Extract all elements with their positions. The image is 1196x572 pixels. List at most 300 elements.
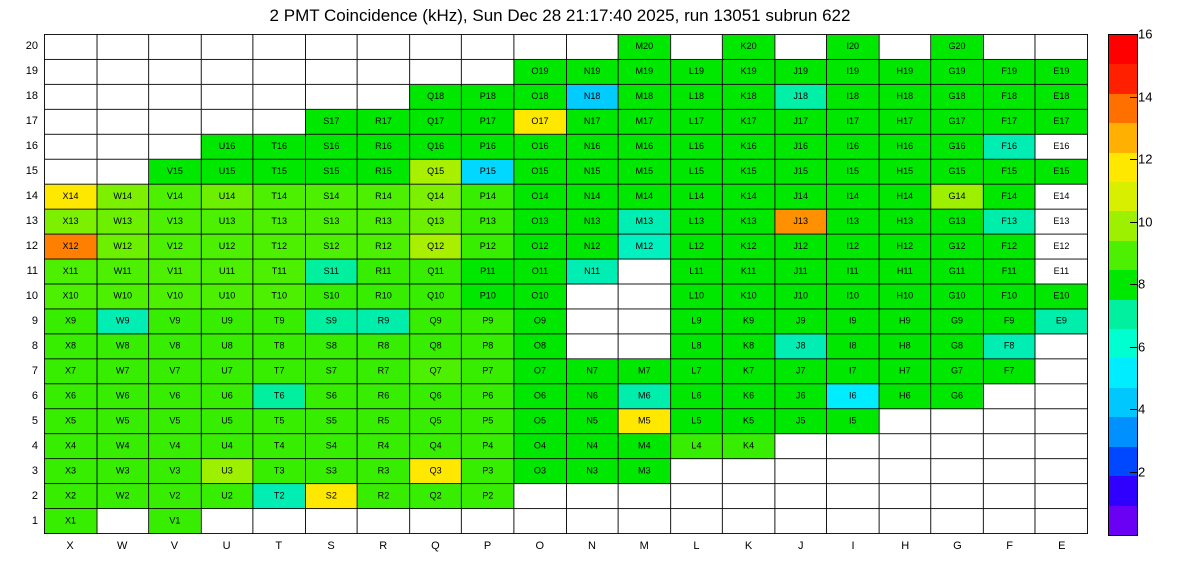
heatmap-cell: P13 [462, 209, 514, 234]
heatmap-cell [97, 509, 149, 534]
heatmap-cell [775, 434, 827, 459]
heatmap-cell [462, 34, 514, 59]
y-tick-label: 4 [31, 440, 38, 452]
heatmap-cell: J19 [775, 59, 827, 84]
heatmap-cell: H16 [879, 134, 931, 159]
heatmap-cell: O9 [514, 309, 566, 334]
heatmap-cell [357, 34, 409, 59]
heatmap-cell: T5 [253, 409, 305, 434]
heatmap-cell: L4 [670, 434, 722, 459]
heatmap-cell: W13 [97, 209, 149, 234]
heatmap-cell: F15 [983, 159, 1035, 184]
heatmap-cell: I14 [827, 184, 879, 209]
heatmap-cell: H18 [879, 84, 931, 109]
heatmap-cell: O8 [514, 334, 566, 359]
heatmap-cell: U15 [201, 159, 253, 184]
heatmap-cell [97, 59, 149, 84]
heatmap-cell: P10 [462, 284, 514, 309]
heatmap-row [44, 309, 1087, 334]
heatmap-cell: U10 [201, 284, 253, 309]
heatmap-cell: J8 [775, 334, 827, 359]
heatmap-cell: Q18 [410, 84, 462, 109]
heatmap-cell: K14 [723, 184, 775, 209]
heatmap-cell: S8 [305, 334, 357, 359]
heatmap-cell: H12 [879, 234, 931, 259]
y-tick-label: 14 [25, 190, 38, 202]
heatmap-cell [149, 59, 201, 84]
x-tick-label: T [275, 540, 283, 552]
x-tick-label: Q [431, 540, 440, 552]
heatmap-row [44, 484, 1087, 509]
heatmap-cell: X12 [44, 234, 96, 259]
heatmap-cell: T10 [253, 284, 305, 309]
colorbar-segment [1109, 94, 1137, 123]
colorbar-segment [1109, 388, 1137, 417]
heatmap-cell: I12 [827, 234, 879, 259]
heatmap-cell: J7 [775, 359, 827, 384]
x-tick-label: J [798, 540, 804, 552]
heatmap-cell: H9 [879, 309, 931, 334]
heatmap-cell: T11 [253, 259, 305, 284]
heatmap-cell: E11 [1035, 259, 1087, 284]
heatmap-cell: U14 [201, 184, 253, 209]
heatmap-cell [983, 409, 1035, 434]
heatmap-cell: Q7 [410, 359, 462, 384]
heatmap-cell [983, 384, 1035, 409]
colorbar-tick-label: 2 [1138, 464, 1146, 479]
heatmap-cell [44, 159, 96, 184]
heatmap-cell: G7 [931, 359, 983, 384]
heatmap-cell [44, 134, 96, 159]
x-axis-labels [44, 540, 1088, 556]
heatmap-cell: L16 [670, 134, 722, 159]
colorbar-tick-label: 12 [1138, 151, 1153, 167]
heatmap-cell [1035, 459, 1087, 484]
heatmap-cell: V4 [149, 434, 201, 459]
heatmap-cell: I13 [827, 209, 879, 234]
heatmap-cell: R15 [357, 159, 409, 184]
heatmap-cell: W2 [97, 484, 149, 509]
heatmap-cell: F7 [983, 359, 1035, 384]
heatmap-cell: S17 [305, 109, 357, 134]
heatmap-cell [1035, 509, 1087, 534]
y-tick-label: 2 [31, 490, 38, 502]
heatmap-cell: K7 [723, 359, 775, 384]
heatmap-row [44, 109, 1087, 134]
heatmap-cell [827, 459, 879, 484]
heatmap-cell: S5 [305, 409, 357, 434]
x-tick-label: H [901, 540, 910, 552]
y-axis-labels [0, 34, 40, 534]
y-tick-label: 10 [25, 290, 38, 302]
heatmap-cell: K16 [723, 134, 775, 159]
heatmap-cell: V2 [149, 484, 201, 509]
heatmap-cell: S14 [305, 184, 357, 209]
heatmap-cell: L10 [670, 284, 722, 309]
heatmap-cell: K6 [723, 384, 775, 409]
heatmap-cell: G13 [931, 209, 983, 234]
heatmap-cell: H11 [879, 259, 931, 284]
heatmap-cell: S12 [305, 234, 357, 259]
heatmap-cell: H13 [879, 209, 931, 234]
heatmap-cell: M16 [618, 134, 670, 159]
heatmap-cell: N3 [566, 459, 618, 484]
heatmap-cell: G9 [931, 309, 983, 334]
heatmap-cell: E9 [1035, 309, 1087, 334]
page-title: 2 PMT Coincidence (kHz), Sun Dec 28 21:17:40 2025, run 13051 subrun 622 [269, 6, 851, 25]
x-tick-label: I [851, 540, 855, 552]
heatmap-cell: Q4 [410, 434, 462, 459]
heatmap-cell: L6 [670, 384, 722, 409]
heatmap-cell: X13 [44, 209, 96, 234]
heatmap-cell [410, 34, 462, 59]
colorbar-segment [1109, 300, 1137, 329]
y-tick-label: 18 [25, 90, 38, 102]
heatmap-cell [931, 459, 983, 484]
heatmap-cell: I18 [827, 84, 879, 109]
heatmap-cell: U16 [201, 134, 253, 159]
heatmap-cell [97, 134, 149, 159]
heatmap-cell: L9 [670, 309, 722, 334]
heatmap-cell [357, 84, 409, 109]
heatmap-cell: P4 [462, 434, 514, 459]
heatmap-cell: I11 [827, 259, 879, 284]
y-tick-label: 3 [31, 465, 38, 477]
x-tick-label: R [379, 540, 388, 552]
heatmap-cell: H15 [879, 159, 931, 184]
heatmap-cell [879, 459, 931, 484]
heatmap-cell: H19 [879, 59, 931, 84]
heatmap-cell: M15 [618, 159, 670, 184]
heatmap-cell: S13 [305, 209, 357, 234]
heatmap-cell: J6 [775, 384, 827, 409]
y-tick-label: 20 [25, 40, 38, 52]
heatmap-row [44, 59, 1087, 84]
heatmap-cell: K19 [723, 59, 775, 84]
heatmap-cell: J17 [775, 109, 827, 134]
heatmap-row [44, 259, 1087, 284]
heatmap-cell: F19 [983, 59, 1035, 84]
heatmap-cell: P3 [462, 459, 514, 484]
heatmap-cell [253, 84, 305, 109]
heatmap-cell: J16 [775, 134, 827, 159]
heatmap-cell: S7 [305, 359, 357, 384]
heatmap-cell: J15 [775, 159, 827, 184]
heatmap-cell: T6 [253, 384, 305, 409]
heatmap-cell: E10 [1035, 284, 1087, 309]
heatmap-cell: G11 [931, 259, 983, 284]
heatmap-cell: U2 [201, 484, 253, 509]
heatmap-cell [514, 509, 566, 534]
heatmap-cell: O19 [514, 59, 566, 84]
colorbar-segment [1109, 182, 1137, 211]
heatmap-cell: Q13 [410, 209, 462, 234]
heatmap-cell: Q17 [410, 109, 462, 134]
heatmap-cell: T13 [253, 209, 305, 234]
heatmap-cell: T16 [253, 134, 305, 159]
colorbar [1108, 34, 1138, 536]
heatmap-cell: Q5 [410, 409, 462, 434]
heatmap-cell: V1 [149, 509, 201, 534]
heatmap-cell: G16 [931, 134, 983, 159]
heatmap-cell: J12 [775, 234, 827, 259]
y-tick-label: 1 [31, 515, 38, 527]
colorbar-segment [1109, 35, 1137, 64]
heatmap-row [44, 384, 1087, 409]
heatmap-cell: K9 [723, 309, 775, 334]
heatmap-cell [514, 484, 566, 509]
heatmap-row [44, 209, 1087, 234]
heatmap-cell: S15 [305, 159, 357, 184]
heatmap-cell: O6 [514, 384, 566, 409]
colorbar-tick-mark [1130, 97, 1138, 98]
heatmap-cell: P15 [462, 159, 514, 184]
heatmap-cell: I8 [827, 334, 879, 359]
heatmap-cell: Q10 [410, 284, 462, 309]
heatmap-cell: I15 [827, 159, 879, 184]
colorbar-segment [1109, 329, 1137, 358]
heatmap-cell: Q16 [410, 134, 462, 159]
heatmap-cell: S3 [305, 459, 357, 484]
heatmap-cell: I17 [827, 109, 879, 134]
heatmap-cell: G6 [931, 384, 983, 409]
heatmap-cell: J5 [775, 409, 827, 434]
heatmap-cell: L12 [670, 234, 722, 259]
heatmap-row [44, 34, 1087, 59]
colorbar-tick-label: 10 [1138, 214, 1153, 229]
y-tick-label: 5 [31, 415, 38, 427]
heatmap-cell [357, 509, 409, 534]
heatmap-cell: F17 [983, 109, 1035, 134]
heatmap-cell: T2 [253, 484, 305, 509]
heatmap-cell: P16 [462, 134, 514, 159]
heatmap-cell [670, 484, 722, 509]
heatmap-cell: L19 [670, 59, 722, 84]
heatmap-cell [670, 459, 722, 484]
heatmap-cell: W10 [97, 284, 149, 309]
heatmap-cell [618, 334, 670, 359]
heatmap-cell: K4 [723, 434, 775, 459]
heatmap-cell [566, 509, 618, 534]
heatmap-cell: U6 [201, 384, 253, 409]
colorbar-segment [1109, 358, 1137, 387]
heatmap-cell [149, 134, 201, 159]
heatmap-cell: N7 [566, 359, 618, 384]
heatmap-cell: J14 [775, 184, 827, 209]
y-tick-label: 15 [25, 165, 38, 177]
heatmap-cell [44, 34, 96, 59]
heatmap-row [44, 284, 1087, 309]
heatmap-cell: L8 [670, 334, 722, 359]
heatmap-cell [983, 484, 1035, 509]
heatmap-cell: P8 [462, 334, 514, 359]
colorbar-segment [1109, 211, 1137, 240]
heatmap-cell [253, 509, 305, 534]
x-tick-label: F [1006, 540, 1013, 552]
heatmap-cell: R11 [357, 259, 409, 284]
heatmap-cell: Q3 [410, 459, 462, 484]
heatmap-cell: G17 [931, 109, 983, 134]
heatmap-cell: O13 [514, 209, 566, 234]
heatmap-cell: U3 [201, 459, 253, 484]
heatmap-cell: M18 [618, 84, 670, 109]
y-tick-label: 12 [25, 240, 38, 252]
heatmap-cell: Q12 [410, 234, 462, 259]
heatmap-cell: L13 [670, 209, 722, 234]
heatmap-row [44, 509, 1087, 534]
heatmap-cell: Q8 [410, 334, 462, 359]
x-tick-label: L [693, 540, 700, 552]
heatmap-row [44, 134, 1087, 159]
heatmap-cell [44, 84, 96, 109]
heatmap-cell: S2 [305, 484, 357, 509]
heatmap-cell: N14 [566, 184, 618, 209]
heatmap-cell [827, 509, 879, 534]
colorbar-segment [1109, 417, 1137, 446]
heatmap-cell: W12 [97, 234, 149, 259]
heatmap-cell: R12 [357, 234, 409, 259]
heatmap-cell: G14 [931, 184, 983, 209]
heatmap-cell: R8 [357, 334, 409, 359]
heatmap-cell: K5 [723, 409, 775, 434]
heatmap-cell [983, 34, 1035, 59]
heatmap-cell: X1 [44, 509, 96, 534]
colorbar-tick-label: 4 [1138, 401, 1146, 417]
heatmap-cell: E18 [1035, 84, 1087, 109]
heatmap-cell: M12 [618, 234, 670, 259]
heatmap-cell: H10 [879, 284, 931, 309]
colorbar-tick-mark [1130, 159, 1138, 160]
heatmap-cell: P7 [462, 359, 514, 384]
heatmap-cell: G8 [931, 334, 983, 359]
x-tick-label: M [639, 540, 649, 552]
heatmap-cell: W8 [97, 334, 149, 359]
heatmap-cell: W11 [97, 259, 149, 284]
heatmap-cell: X10 [44, 284, 96, 309]
x-tick-label: X [66, 540, 74, 552]
heatmap-grid [44, 34, 1196, 572]
heatmap-cell: R5 [357, 409, 409, 434]
heatmap-cell: Q2 [410, 484, 462, 509]
heatmap-cell: O5 [514, 409, 566, 434]
heatmap-cell [618, 484, 670, 509]
heatmap-cell: X11 [44, 259, 96, 284]
heatmap-cell: T8 [253, 334, 305, 359]
heatmap-cell: K17 [723, 109, 775, 134]
heatmap-cell: U13 [201, 209, 253, 234]
colorbar-tick-mark [1130, 284, 1138, 285]
heatmap-cell: W5 [97, 409, 149, 434]
heatmap-cell: V11 [149, 259, 201, 284]
heatmap-cell [618, 309, 670, 334]
heatmap-row [44, 434, 1087, 459]
heatmap-cell [410, 59, 462, 84]
heatmap-cell: R4 [357, 434, 409, 459]
heatmap-cell [305, 34, 357, 59]
heatmap-cell: F13 [983, 209, 1035, 234]
colorbar-tick-label: 14 [1138, 89, 1153, 104]
colorbar-tick-mark [1130, 472, 1138, 473]
heatmap-cell: L14 [670, 184, 722, 209]
heatmap-cell [566, 309, 618, 334]
heatmap-cell: T7 [253, 359, 305, 384]
heatmap-cell: N4 [566, 434, 618, 459]
heatmap-cell: R17 [357, 109, 409, 134]
heatmap-cell [618, 509, 670, 534]
heatmap-cell: U4 [201, 434, 253, 459]
heatmap-cell: U12 [201, 234, 253, 259]
heatmap-cell [1035, 434, 1087, 459]
heatmap-cell: W7 [97, 359, 149, 384]
heatmap-cell: V10 [149, 284, 201, 309]
heatmap-cell: F16 [983, 134, 1035, 159]
heatmap-cell: K20 [723, 34, 775, 59]
heatmap-cell [97, 109, 149, 134]
heatmap-cell: N11 [566, 259, 618, 284]
heatmap-cell: J9 [775, 309, 827, 334]
heatmap-row [44, 409, 1087, 434]
heatmap-cell: K18 [723, 84, 775, 109]
heatmap-cell [670, 509, 722, 534]
heatmap-cell [827, 484, 879, 509]
heatmap-cell: R14 [357, 184, 409, 209]
heatmap-cell: G20 [931, 34, 983, 59]
heatmap-cell [462, 509, 514, 534]
heatmap-cell: P18 [462, 84, 514, 109]
heatmap-cell: S6 [305, 384, 357, 409]
heatmap-cell [618, 259, 670, 284]
heatmap-cell: J18 [775, 84, 827, 109]
heatmap-cell: Q14 [410, 184, 462, 209]
heatmap-row [44, 84, 1087, 109]
heatmap-cell: J10 [775, 284, 827, 309]
heatmap-cell: F9 [983, 309, 1035, 334]
heatmap-cell: V12 [149, 234, 201, 259]
heatmap-cell: X9 [44, 309, 96, 334]
heatmap-cell: P12 [462, 234, 514, 259]
heatmap-cell [566, 284, 618, 309]
heatmap-cell: K13 [723, 209, 775, 234]
heatmap-cell [983, 509, 1035, 534]
heatmap-cell: S16 [305, 134, 357, 159]
heatmap-cell: T15 [253, 159, 305, 184]
heatmap-cell [201, 34, 253, 59]
heatmap-cell [97, 34, 149, 59]
heatmap-cell [618, 284, 670, 309]
heatmap-cell: L7 [670, 359, 722, 384]
heatmap-cell: W4 [97, 434, 149, 459]
y-tick-label: 6 [31, 390, 38, 402]
x-tick-label: N [588, 540, 596, 552]
heatmap-cell [775, 509, 827, 534]
heatmap-cell: K15 [723, 159, 775, 184]
heatmap-cell [723, 509, 775, 534]
colorbar-ticks [1138, 26, 1188, 534]
heatmap-cell: V14 [149, 184, 201, 209]
heatmap-cell: M5 [618, 409, 670, 434]
heatmap-cell: U8 [201, 334, 253, 359]
heatmap-cell: U9 [201, 309, 253, 334]
heatmap-cell [201, 84, 253, 109]
heatmap-cell: R7 [357, 359, 409, 384]
heatmap-cell: O12 [514, 234, 566, 259]
heatmap-cell: Q6 [410, 384, 462, 409]
y-tick-label: 13 [25, 215, 38, 227]
heatmap-cell: J13 [775, 209, 827, 234]
heatmap-cell: M13 [618, 209, 670, 234]
heatmap-cell: O11 [514, 259, 566, 284]
heatmap-cell [305, 59, 357, 84]
